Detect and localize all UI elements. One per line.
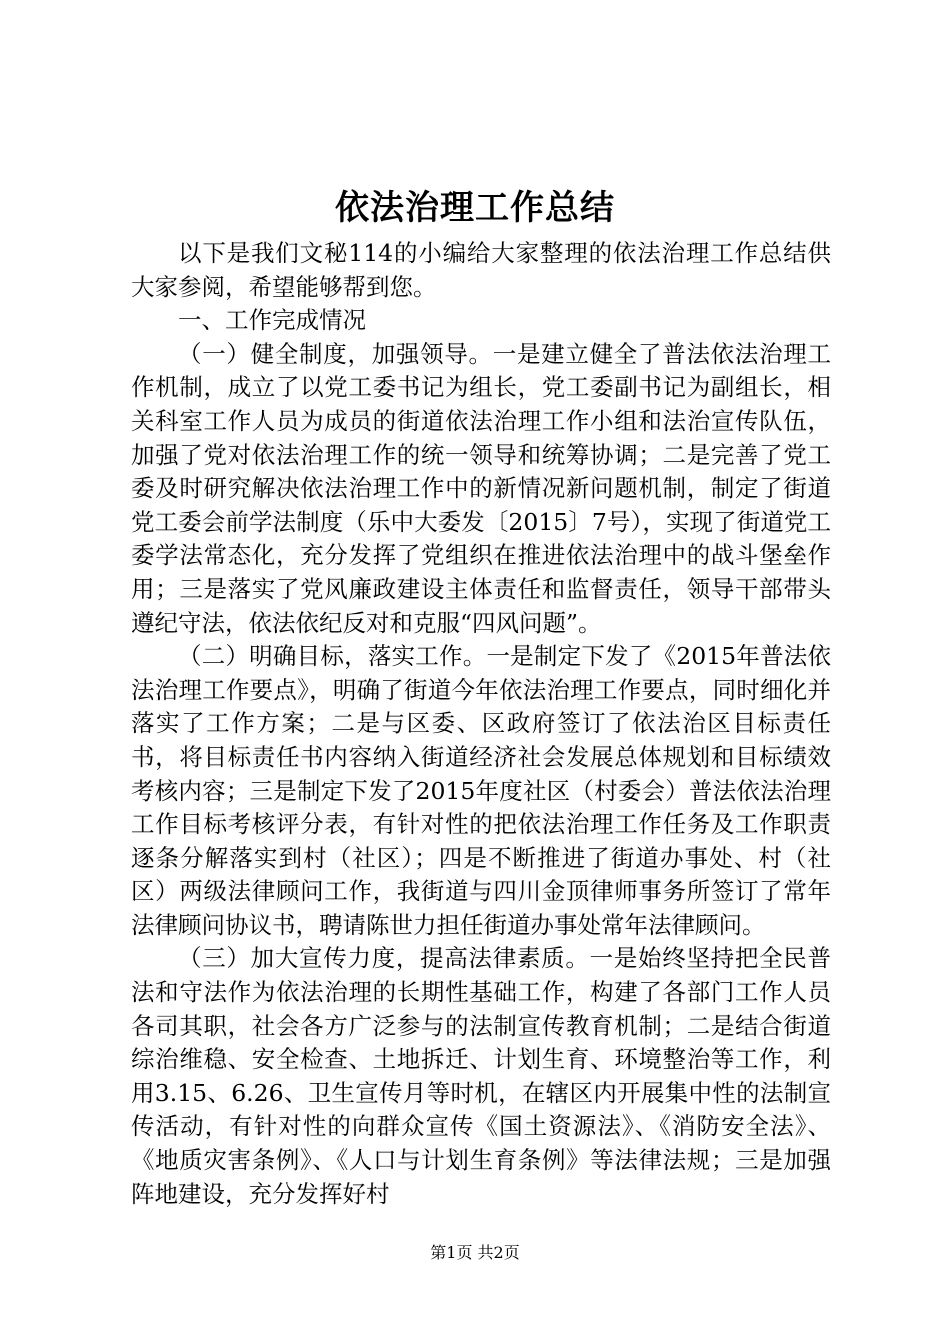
paragraph-3: （三）加大宣传力度，提高法律素质。一是始终坚持把全民普法和守法作为依法治理的长期性基础工作，构建了各部门工作人员各司其职，社会各方广泛参与的法制宣传教育机制；二是结合街道综治维稳、安全检查、土地拆迁、计划生育、环境整治等工作，利用3.15、6.26、卫生宣传月等时机，在辖区内开展集中性的法制宣传活动，有针对性的向群众宣传《国土资源法》、《消防安全法》、《地质灾害条例》、《人口与计划生育条例》等法律法规；三是加强阵地建设，充分发挥好村 xyxy=(131,944,831,1208)
paragraph-2: （二）明确目标，落实工作。一是制定下发了《2015年普法依法治理工作要点》，明确了街道今年依法治理工作要点，同时细化并落实了工作方案；二是与区委、区政府签订了依法治区目标责任书，将目标责任书内容纳入街道经济社会发展总体规划和目标绩效考核内容；三是制定下发了2015年度社区（村委会）普法依法治理工作目标考核评分表，有针对性的把依法治理工作任务及工作职责逐条分解落实到村（社区）；四是不断推进了街道办事处、村（社区）两级法律顾问工作，我街道与四川金顶律师事务所签订了常年法律顾问协议书，聘请陈世力担任街道办事处常年法律顾问。 xyxy=(131,642,831,939)
paragraph-1: （一）健全制度，加强领导。一是建立健全了普法依法治理工作机制，成立了以党工委书记为组长，党工委副书记为副组长，相关科室工作人员为成员的街道依法治理工作小组和法治宣传队伍，加强了党对依法治理工作的统一领导和统筹协调；二是完善了党工委及时研究解决依法治理工作中的新情况新问题机制，制定了街道党工委会前学法制度（乐中大委发〔2015〕7号），实现了街道党工委学法常态化，充分发挥了党组织在推进依法治理中的战斗堡垒作用；三是落实了党风廉政建设主体责任和监督责任，领导干部带头遵纪守法，依法依纪反对和克服“四风问题”。 xyxy=(131,339,831,637)
document-title: 依法治理工作总结 xyxy=(335,188,615,228)
intro-paragraph: 以下是我们文秘114的小编给大家整理的依法治理工作总结供大家参阅，希望能够帮到您。 xyxy=(131,239,831,301)
document-body xyxy=(131,237,831,1211)
page-footer: 第1页 共2页 xyxy=(430,1243,520,1262)
section-heading: 一、工作完成情况 xyxy=(178,306,366,335)
